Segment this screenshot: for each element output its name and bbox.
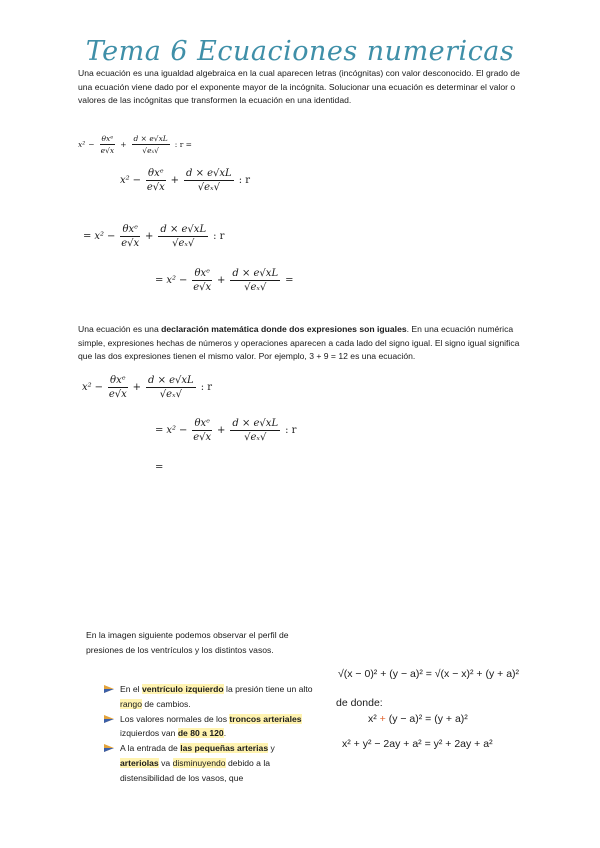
math-term: (y − a)² bbox=[388, 713, 423, 725]
numerator: θxᵉ bbox=[122, 224, 138, 235]
intro-paragraph: Una ecuación es una igualdad algebraica en la cual aparecen letras (incógnitas) con valor desconocido. El grado de una ecuación viene dado por el exponente mayor de la incógnita. Solucionar una ecuación es determinar el valor o valores de las incógnitas que transformen la ecuación en una identidad. bbox=[78, 68, 520, 106]
text: y bbox=[268, 743, 275, 754]
text: En el bbox=[120, 684, 142, 694]
math-term: x² bbox=[78, 140, 86, 149]
formula-line-5 bbox=[82, 375, 215, 400]
numerator: θxᵉ bbox=[194, 418, 210, 429]
math-op: − bbox=[132, 175, 142, 186]
bullet-arrow-icon bbox=[104, 715, 114, 723]
math-term: x² bbox=[166, 275, 177, 286]
formula-line-2 bbox=[120, 168, 253, 193]
fraction bbox=[146, 375, 196, 400]
text: Una ecuación es una bbox=[78, 324, 162, 334]
math-op: + bbox=[170, 175, 179, 186]
equation-line-3: x² + y² − 2ay + a² = y² + 2ay + a² bbox=[342, 738, 493, 750]
math-op: = bbox=[422, 713, 435, 725]
numerator: d × e√xL bbox=[147, 375, 194, 386]
denominator: e√x bbox=[146, 182, 165, 193]
fraction bbox=[100, 134, 116, 155]
math-op: − bbox=[179, 275, 188, 286]
math-op: : r bbox=[238, 175, 251, 186]
distance-equation bbox=[338, 668, 519, 680]
math-op: + bbox=[216, 275, 226, 286]
numerator: d × e√xL bbox=[185, 168, 232, 179]
formula-line-6 bbox=[152, 418, 299, 443]
denominator: e√x bbox=[108, 389, 127, 400]
denominator: e√x bbox=[193, 282, 212, 293]
denominator: √eₓ√ bbox=[197, 182, 220, 193]
math-term: x² bbox=[166, 425, 177, 436]
numerator: θxᵉ bbox=[110, 375, 126, 386]
math-op: − bbox=[94, 382, 104, 393]
denominator: √eₓ√ bbox=[244, 432, 267, 443]
bullet-arrow-icon bbox=[104, 685, 114, 693]
math-op: = bbox=[83, 231, 92, 242]
math-term: √(x − x)² + (y + a)² bbox=[434, 668, 520, 680]
text: va bbox=[158, 757, 173, 768]
denominator: e√x bbox=[193, 432, 212, 443]
image-description-paragraph: En la imagen siguiente podemos observar el perfil de presiones de los ventrículos y los distintos vasos. bbox=[86, 630, 289, 655]
denominator: √eₓ√ bbox=[172, 238, 195, 249]
math-term: x² bbox=[94, 231, 105, 242]
list-item bbox=[104, 682, 314, 712]
fraction bbox=[192, 268, 212, 293]
list-item bbox=[104, 741, 314, 785]
text: debido a la distensibilidad de los vasos, que bbox=[120, 757, 271, 783]
de-donde-label: de donde: bbox=[336, 697, 383, 709]
bullet-list bbox=[104, 682, 314, 786]
fraction bbox=[120, 224, 140, 249]
formula-line-7 bbox=[152, 462, 166, 473]
highlight: de 80 a 120 bbox=[177, 728, 224, 739]
numerator: d × e√xL bbox=[232, 268, 279, 279]
equation-line-2 bbox=[368, 713, 468, 725]
math-op: + bbox=[376, 713, 389, 725]
formula-line-3 bbox=[80, 224, 227, 249]
math-term: √(x − 0)² + (y − a)² bbox=[338, 668, 423, 680]
highlight: las pequeñas arterias bbox=[180, 743, 269, 754]
denominator: e√x bbox=[121, 238, 140, 249]
fraction bbox=[230, 268, 280, 293]
math-op: + bbox=[216, 425, 226, 436]
math-op: = bbox=[155, 275, 164, 286]
highlight: ventrículo izquierdo bbox=[141, 684, 224, 694]
math-term: x² bbox=[82, 382, 92, 393]
highlight: troncos arteriales bbox=[229, 713, 302, 724]
denominator: √eₓ√ bbox=[159, 389, 182, 400]
math-op: : r bbox=[285, 425, 297, 436]
math-op: + bbox=[132, 382, 141, 393]
text: izquierdos van bbox=[120, 728, 178, 739]
math-op: : r = bbox=[174, 140, 192, 149]
math-op: = bbox=[155, 462, 164, 473]
math-op: + bbox=[144, 231, 154, 242]
denominator: √eₓ√ bbox=[244, 282, 267, 293]
math-term: (y + a)² bbox=[434, 713, 468, 725]
numerator: d × e√xL bbox=[133, 134, 168, 143]
text: Los valores normales de los bbox=[120, 713, 230, 724]
fraction bbox=[192, 418, 212, 443]
fraction bbox=[230, 418, 280, 443]
definition-paragraph bbox=[78, 323, 523, 364]
text: la presión tiene un alto bbox=[223, 684, 313, 694]
math-op: = bbox=[155, 425, 164, 436]
text: de cambios. bbox=[141, 698, 191, 709]
highlight: disminuyendo bbox=[172, 757, 226, 768]
math-op: = bbox=[285, 275, 294, 286]
math-op: : r bbox=[200, 382, 213, 393]
numerator: d × e√xL bbox=[232, 418, 279, 429]
fraction bbox=[146, 168, 166, 193]
page-title: Tema 6 Ecuaciones numericas bbox=[85, 36, 515, 67]
denominator: e√x bbox=[100, 146, 115, 155]
numerator: θxᵉ bbox=[148, 168, 164, 179]
text: A la entrada de bbox=[120, 743, 181, 754]
fraction bbox=[132, 134, 170, 155]
numerator: θxᵉ bbox=[101, 134, 114, 143]
math-op: = bbox=[422, 668, 435, 680]
list-item bbox=[104, 712, 314, 742]
highlight: arteriolas bbox=[120, 757, 159, 768]
math-op: − bbox=[107, 231, 116, 242]
bullet-arrow-icon bbox=[104, 744, 114, 752]
formula-line-1 bbox=[78, 134, 195, 155]
formula-line-4 bbox=[152, 268, 296, 293]
text: . En una ecuación numérica simple, expresiones hechas de números y operaciones aparecen a cada lado del signo igual. El signo igual significa que las dos expresiones tienen el mismo valor. Por ejemplo, 3 + 9 = 12 es una ecuación. bbox=[78, 324, 520, 362]
math-op: − bbox=[88, 140, 95, 149]
denominator: √eₓ√ bbox=[142, 146, 159, 155]
math-op: : r bbox=[213, 231, 225, 242]
math-term: x² bbox=[368, 713, 377, 725]
numerator: θxᵉ bbox=[194, 268, 210, 279]
math-op: + bbox=[120, 140, 127, 149]
numerator: d × e√xL bbox=[160, 224, 207, 235]
highlight: rango bbox=[120, 698, 142, 709]
math-op: − bbox=[179, 425, 188, 436]
fraction bbox=[184, 168, 234, 193]
fraction bbox=[158, 224, 208, 249]
bold-text: declaración matemática donde dos expresiones son iguales bbox=[161, 324, 407, 334]
text: . bbox=[223, 728, 227, 739]
math-term: x² bbox=[120, 175, 130, 186]
fraction bbox=[108, 375, 128, 400]
